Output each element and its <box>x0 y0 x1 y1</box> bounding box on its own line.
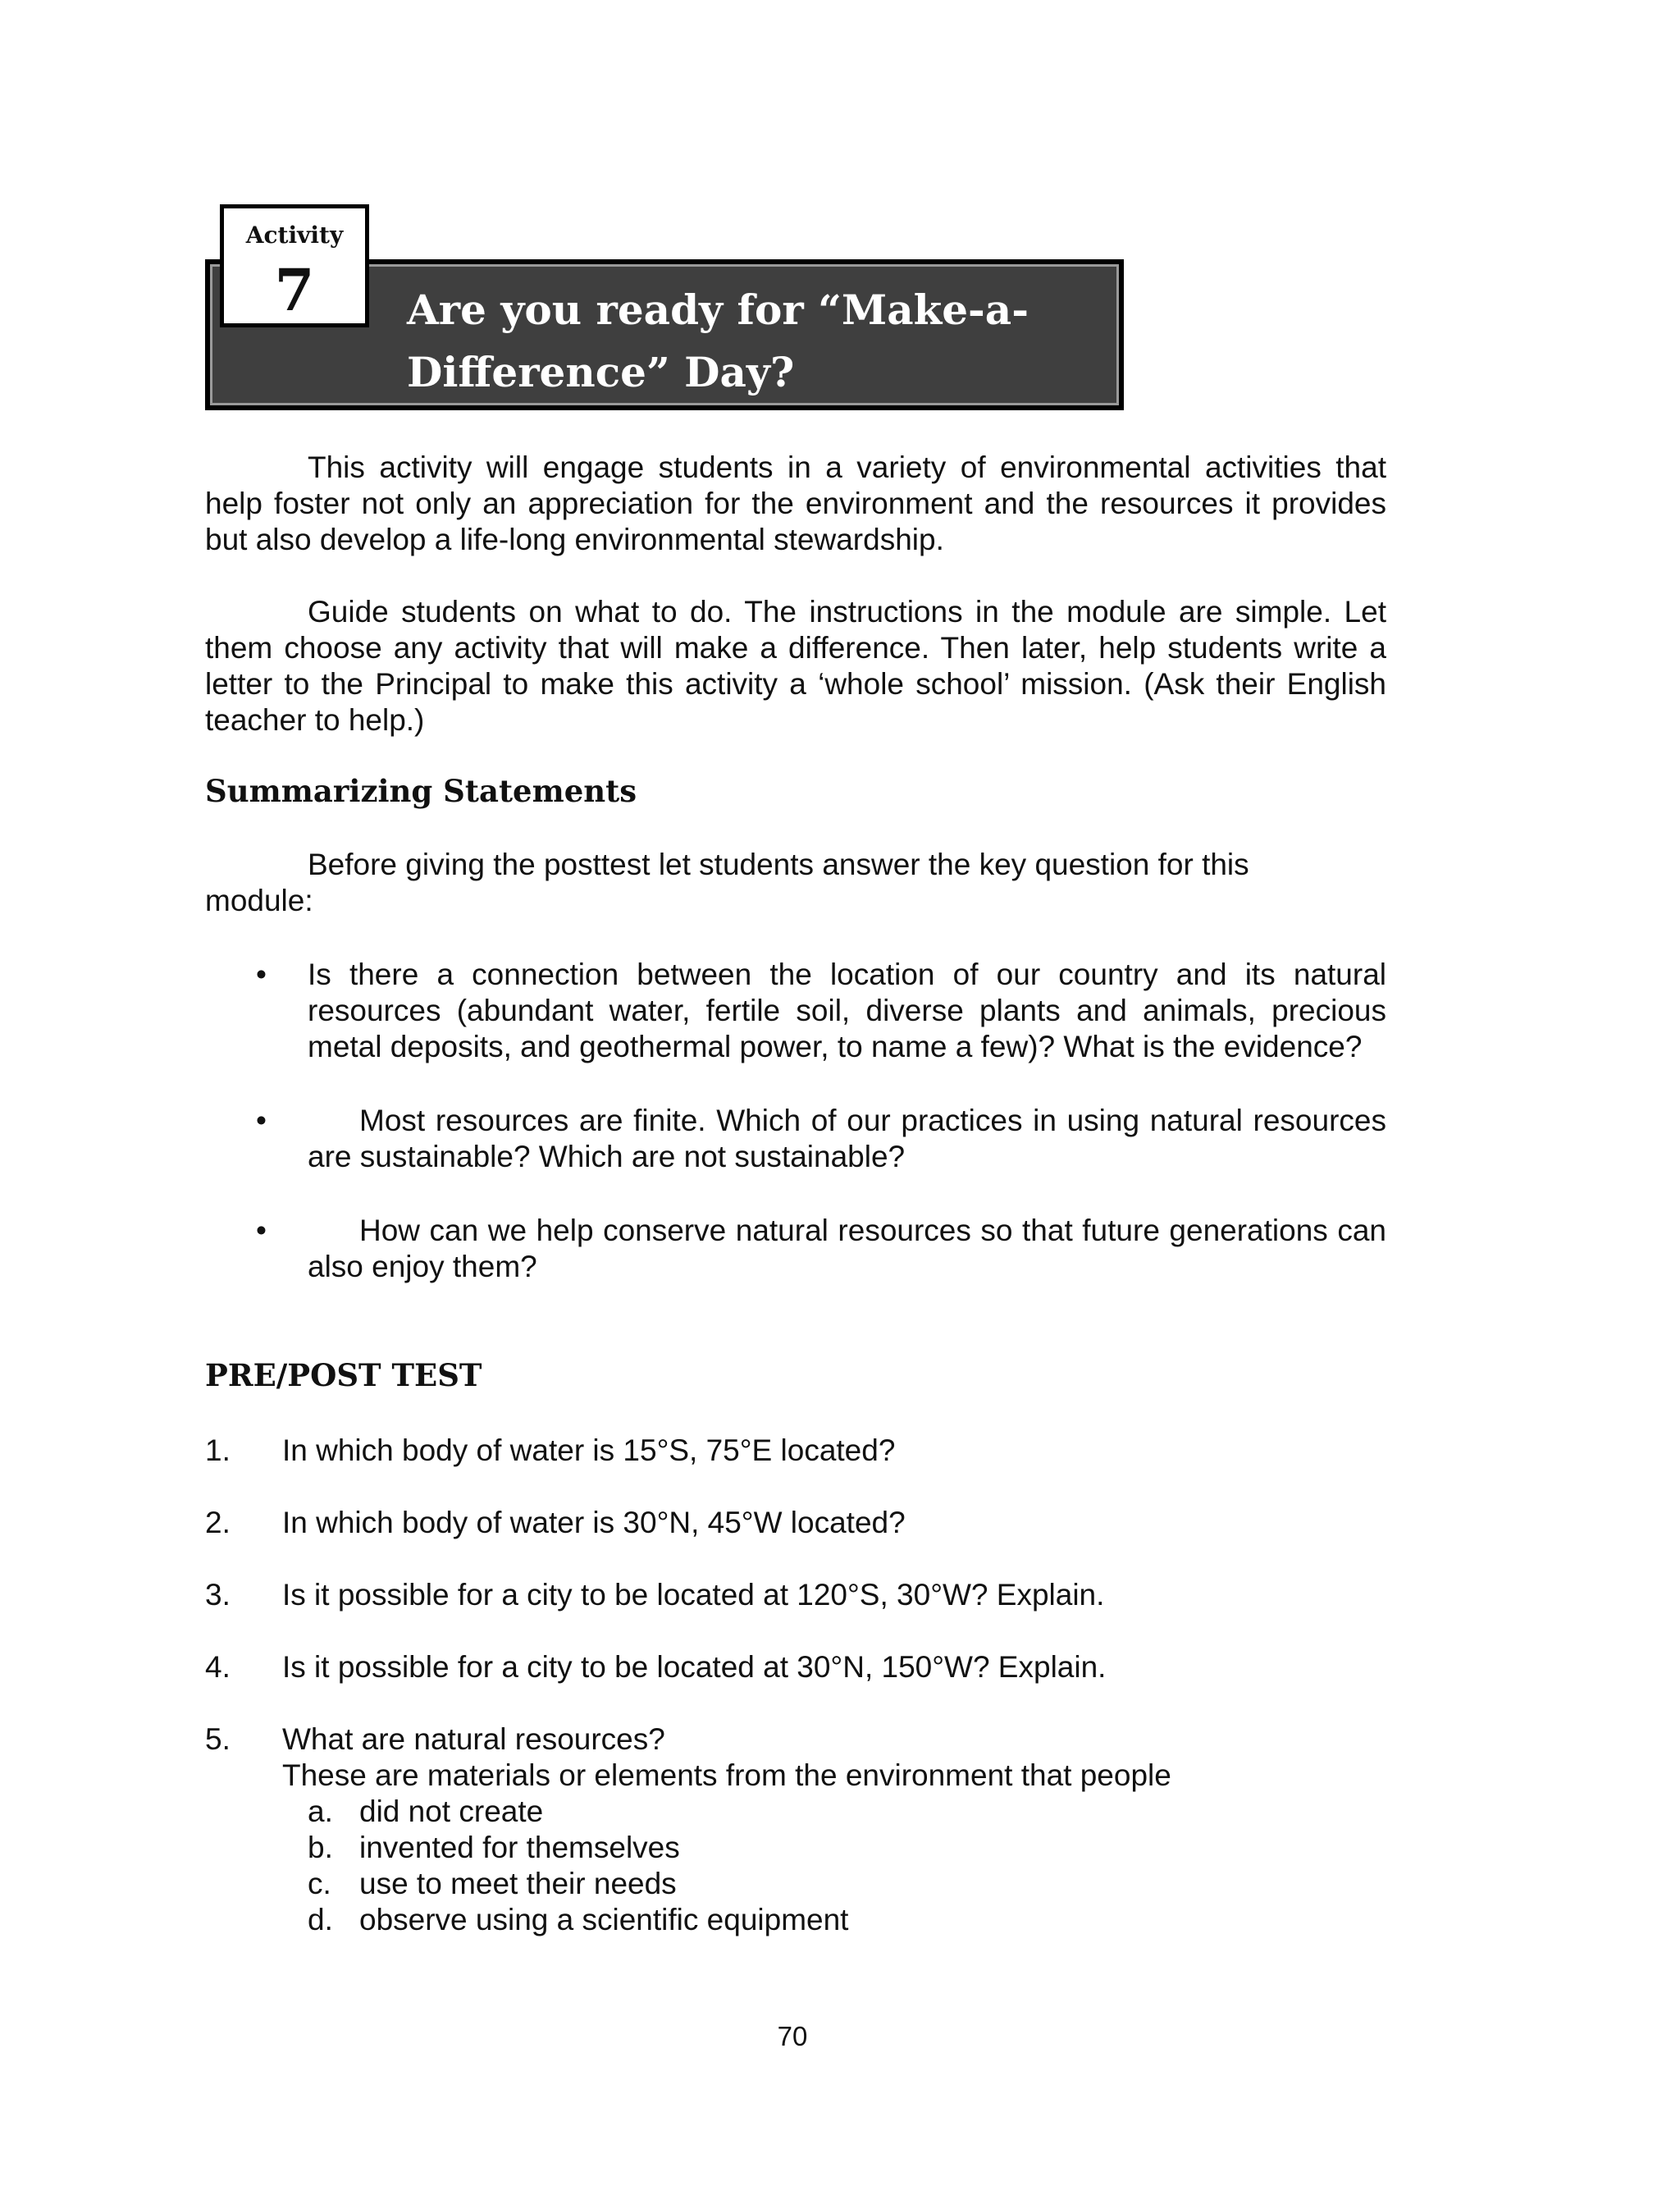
summary-bullet-text: Is there a connection between the location of our country and its natural resources (abundant water, fertile soil, diverse plants and animals, precious metal deposits, and geothermal power, to name a few)? What is the evidence? <box>308 958 1386 1063</box>
answer-choice <box>308 1830 680 1866</box>
choice-letter: a. <box>308 1795 333 1828</box>
summary-bullet-text: How can we help conserve natural resources so that future generations can also enjoy them? <box>308 1214 1386 1283</box>
question-number: 1. <box>205 1433 231 1467</box>
question-text: Is it possible for a city to be located at 30°N, 150°W? Explain. <box>282 1650 1107 1684</box>
intro-paragraph-2: Guide students on what to do. The instructions in the module are simple. Let them choose any activity that will make a difference. Then later, help students write a letter to the Principal to make this activity a ‘whole school’ mission. (Ask their English teacher to help.) <box>205 595 1386 737</box>
question-stem: These are materials or elements from the environment that people <box>282 1758 1171 1792</box>
bullet-icon: • <box>256 1104 267 1137</box>
choice-text: use to meet their needs <box>359 1867 677 1900</box>
answer-choice <box>308 1866 677 1902</box>
question-text: Is it possible for a city to be located at 120°S, 30°W? Explain. <box>282 1578 1105 1612</box>
activity-number-tab <box>220 204 369 327</box>
question-number: 4. <box>205 1650 231 1684</box>
question-number: 2. <box>205 1506 231 1539</box>
question-text: In which body of water is 30°N, 45°W located? <box>282 1506 906 1539</box>
choice-letter: d. <box>308 1903 333 1936</box>
activity-label: Activity <box>245 222 344 249</box>
choice-text: invented for themselves <box>359 1831 680 1864</box>
summary-bullet-text: Most resources are finite. Which of our practices in using natural resources are sustainable? Which are not sustainable? <box>308 1104 1386 1173</box>
choice-letter: b. <box>308 1831 333 1864</box>
question-number: 3. <box>205 1578 231 1612</box>
page-number: 70 <box>777 2021 808 2051</box>
activity-title: Are you ready for “Make-a-Difference” Day? <box>407 286 1029 396</box>
answer-choice <box>308 1794 543 1830</box>
choice-letter: c. <box>308 1867 331 1900</box>
test-question <box>205 1721 1386 1938</box>
answer-choice <box>308 1902 848 1938</box>
activity-number: 7 <box>274 256 315 324</box>
summarizing-lead: Before giving the posttest let students answer the key question for this module: <box>205 848 1249 917</box>
bullet-icon: • <box>256 958 267 991</box>
test-heading: PRE/POST TEST <box>205 1357 482 1393</box>
question-number: 5. <box>205 1722 231 1756</box>
summarizing-heading: Summarizing Statements <box>205 773 637 809</box>
question-text: What are natural resources? <box>282 1722 665 1756</box>
intro-paragraph-1: This activity will engage students in a variety of environmental activities that help foster not only an appreciation for the environment and the resources it provides but also develop a life-long environmental stewardship. <box>205 450 1386 556</box>
choice-text: did not create <box>359 1795 544 1828</box>
bullet-icon: • <box>256 1214 267 1247</box>
choice-text: observe using a scientific equipment <box>359 1903 849 1936</box>
question-text: In which body of water is 15°S, 75°E located? <box>282 1433 896 1467</box>
